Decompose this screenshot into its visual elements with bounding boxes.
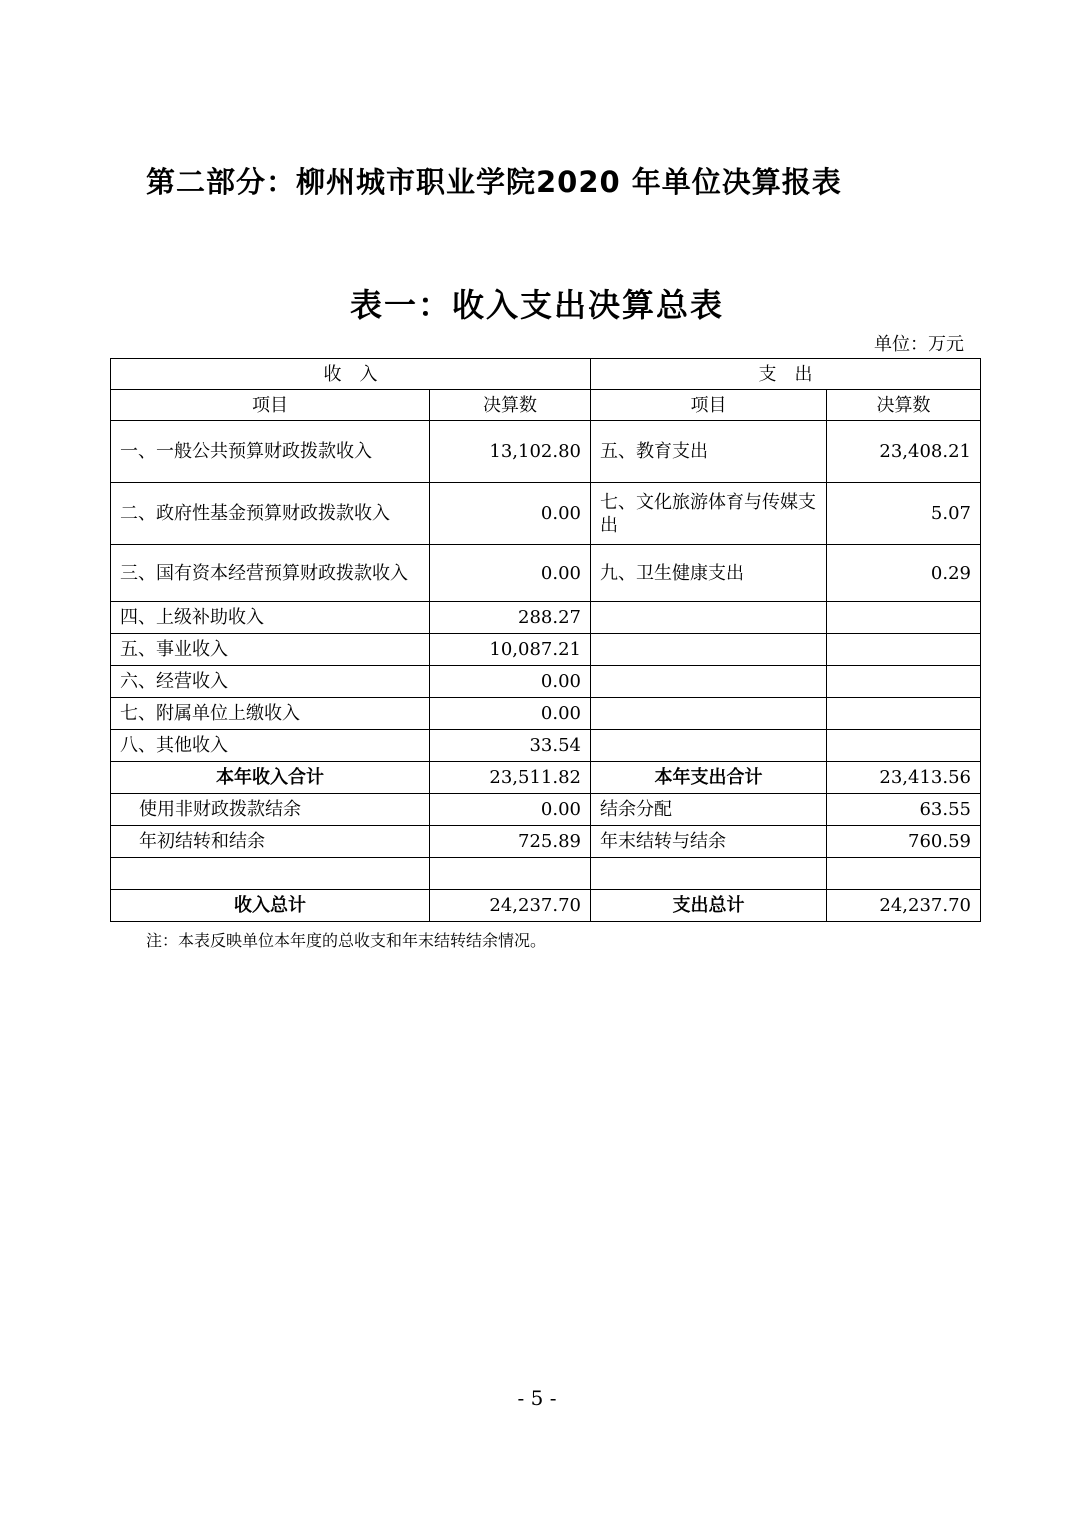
expense-item: 年末结转与结余 bbox=[591, 826, 827, 858]
expense-total-label: 支出总计 bbox=[591, 890, 827, 922]
income-expense-table bbox=[110, 358, 981, 922]
income-item: 使用非财政拨款结余 bbox=[111, 794, 430, 826]
income-amount: 10,087.21 bbox=[430, 634, 591, 666]
income-total-amount: 24,237.70 bbox=[430, 890, 591, 922]
expense-item: 结余分配 bbox=[591, 794, 827, 826]
table-row bbox=[111, 483, 981, 545]
expense-item bbox=[591, 666, 827, 698]
income-subtotal-label: 本年收入合计 bbox=[111, 762, 430, 794]
income-item: 四、上级补助收入 bbox=[111, 602, 430, 634]
expense-amount-header: 决算数 bbox=[827, 390, 981, 421]
table-row bbox=[111, 826, 981, 858]
expense-amount bbox=[827, 634, 981, 666]
income-item-header: 项目 bbox=[111, 390, 430, 421]
section-title: 第二部分：柳州城市职业学院2020 年单位决算报表 bbox=[146, 165, 842, 199]
income-amount: 0.00 bbox=[430, 698, 591, 730]
income-amount: 0.00 bbox=[430, 794, 591, 826]
income-item: 六、经营收入 bbox=[111, 666, 430, 698]
table-title: 表一：收入支出决算总表 bbox=[349, 286, 724, 324]
expense-amount: 5.07 bbox=[827, 483, 981, 545]
income-item bbox=[111, 858, 430, 890]
table-row bbox=[111, 858, 981, 890]
income-header: 收 入 bbox=[111, 359, 591, 390]
total-row bbox=[111, 890, 981, 922]
income-amount: 725.89 bbox=[430, 826, 591, 858]
expense-amount bbox=[827, 698, 981, 730]
page-number: - 5 - bbox=[517, 1386, 557, 1410]
table-row bbox=[111, 794, 981, 826]
expense-subtotal-amount: 23,413.56 bbox=[827, 762, 981, 794]
income-item: 五、事业收入 bbox=[111, 634, 430, 666]
income-item: 年初结转和结余 bbox=[111, 826, 430, 858]
table-note: 注：本表反映单位本年度的总收支和年末结转结余情况。 bbox=[146, 931, 547, 950]
subtotal-row bbox=[111, 762, 981, 794]
expense-header: 支 出 bbox=[591, 359, 981, 390]
expense-item bbox=[591, 634, 827, 666]
expense-item: 九、卫生健康支出 bbox=[591, 545, 827, 602]
table-row bbox=[111, 698, 981, 730]
expense-subtotal-label: 本年支出合计 bbox=[591, 762, 827, 794]
expense-amount bbox=[827, 858, 981, 890]
income-item: 二、政府性基金预算财政拨款收入 bbox=[111, 483, 430, 545]
expense-item bbox=[591, 602, 827, 634]
income-subtotal-amount: 23,511.82 bbox=[430, 762, 591, 794]
expense-amount bbox=[827, 666, 981, 698]
income-item: 八、其他收入 bbox=[111, 730, 430, 762]
unit-label: 单位：万元 bbox=[874, 334, 964, 355]
expense-amount: 63.55 bbox=[827, 794, 981, 826]
income-amount: 0.00 bbox=[430, 483, 591, 545]
expense-amount: 760.59 bbox=[827, 826, 981, 858]
expense-amount: 0.29 bbox=[827, 545, 981, 602]
income-amount: 0.00 bbox=[430, 666, 591, 698]
table-row bbox=[111, 666, 981, 698]
income-amount: 288.27 bbox=[430, 602, 591, 634]
income-amount: 33.54 bbox=[430, 730, 591, 762]
income-amount: 0.00 bbox=[430, 545, 591, 602]
expense-item bbox=[591, 698, 827, 730]
expense-amount: 23,408.21 bbox=[827, 421, 981, 483]
expense-item bbox=[591, 730, 827, 762]
table-row bbox=[111, 602, 981, 634]
income-amount-header: 决算数 bbox=[430, 390, 591, 421]
table-row bbox=[111, 730, 981, 762]
expense-item: 五、教育支出 bbox=[591, 421, 827, 483]
expense-total-amount: 24,237.70 bbox=[827, 890, 981, 922]
expense-item: 七、文化旅游体育与传媒支出 bbox=[591, 483, 827, 545]
income-item: 三、国有资本经营预算财政拨款收入 bbox=[111, 545, 430, 602]
table-row bbox=[111, 634, 981, 666]
table-row bbox=[111, 545, 981, 602]
income-amount: 13,102.80 bbox=[430, 421, 591, 483]
expense-amount bbox=[827, 602, 981, 634]
income-item: 七、附属单位上缴收入 bbox=[111, 698, 430, 730]
expense-item-header: 项目 bbox=[591, 390, 827, 421]
table-row bbox=[111, 421, 981, 483]
expense-item bbox=[591, 858, 827, 890]
income-total-label: 收入总计 bbox=[111, 890, 430, 922]
expense-amount bbox=[827, 730, 981, 762]
income-amount bbox=[430, 858, 591, 890]
income-item: 一、一般公共预算财政拨款收入 bbox=[111, 421, 430, 483]
